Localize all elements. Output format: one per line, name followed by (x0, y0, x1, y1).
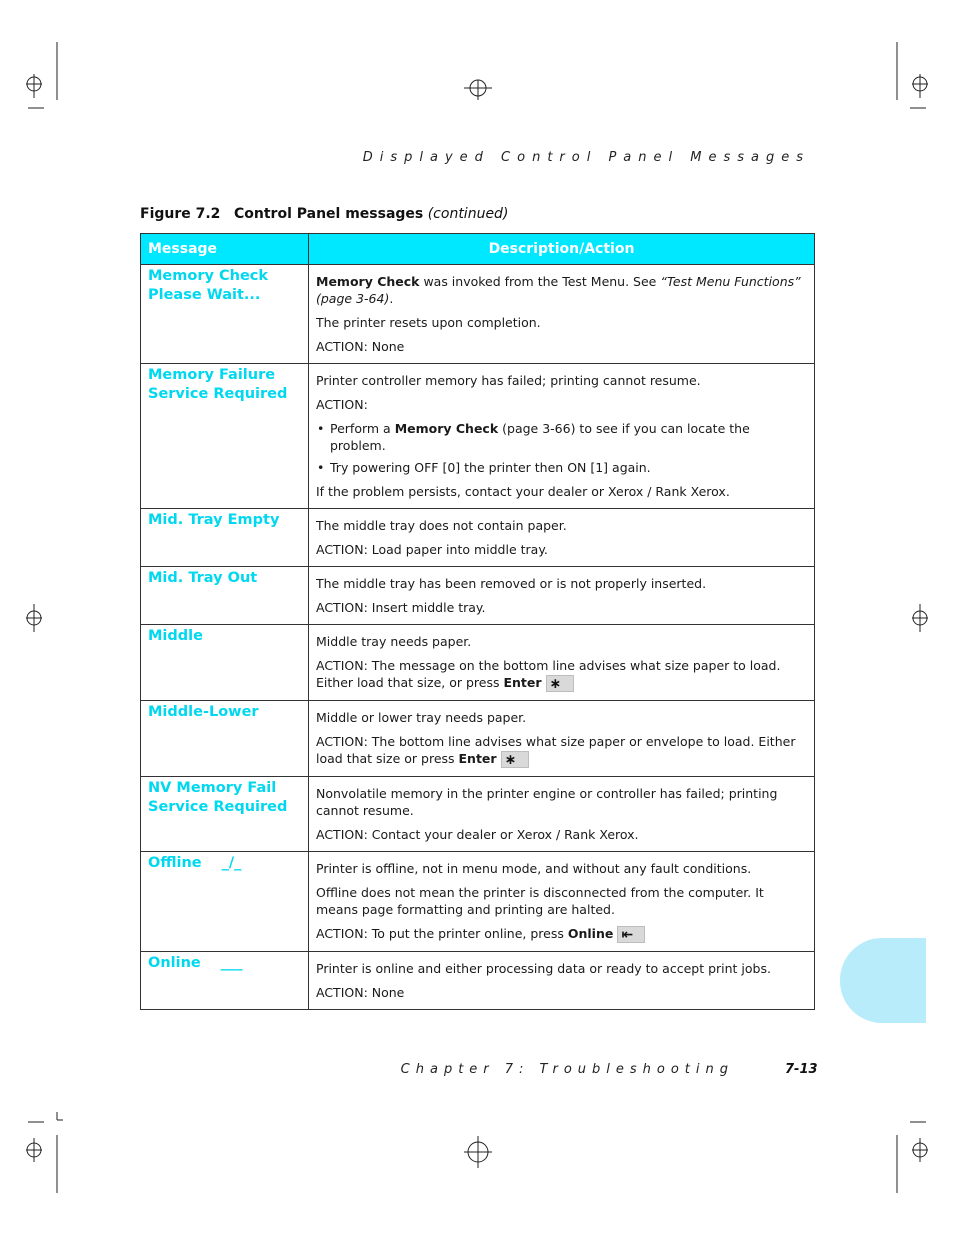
description-text: Offline does not mean the printer is disconnected from the computer. It means page formatting and printing are halted. (316, 885, 764, 917)
message-line: Mid. Tray Empty (148, 512, 280, 528)
text-span: ACTION: To put the printer online, press (316, 926, 568, 941)
table-header-row (141, 234, 815, 265)
table-row (141, 701, 815, 777)
figure-continued: (continued) (427, 206, 509, 222)
text-span: . (389, 291, 394, 306)
text-span: ACTION: The message on the bottom line advises what size paper to load. Either load that size, or press (316, 658, 781, 690)
figure-caption (140, 206, 508, 222)
footer-chapter: Chapter 7: Troubleshooting (400, 1062, 734, 1077)
description-text: Nonvolatile memory in the printer engine or controller has failed; printing cannot resume. (316, 786, 778, 818)
action-text: ACTION: Insert middle tray. (316, 600, 486, 615)
message-cell (141, 701, 309, 777)
table-row (141, 509, 815, 567)
table-row (141, 852, 815, 952)
chapter-tab (840, 938, 926, 1023)
action-text (316, 925, 807, 943)
message-line: NV Memory Fail (148, 780, 277, 796)
message-cell (141, 852, 309, 952)
message-line: Mid. Tray Out (148, 570, 258, 586)
description-text (316, 273, 807, 307)
figure-title: Control Panel messages (234, 206, 424, 222)
message-line: Please Wait... (148, 287, 261, 303)
description-text: Printer is online and either processing data or ready to accept print jobs. (316, 961, 771, 976)
description-text: The middle tray has been removed or is not properly inserted. (316, 576, 707, 591)
message-line: Service Required (148, 799, 288, 815)
description-cell (309, 952, 815, 1010)
text-span: was invoked from the Test Menu. See (419, 274, 661, 289)
action-text: ACTION: None (316, 985, 405, 1000)
message-text: Online (148, 955, 201, 971)
online-key-icon: ⇤ (617, 926, 645, 943)
message-text: Offline (148, 855, 202, 871)
bold-term: Memory Check (316, 274, 420, 289)
description-cell (309, 509, 815, 567)
message-cell (141, 567, 309, 625)
column-header-description: Description/Action (309, 234, 815, 265)
messages-table (140, 233, 815, 1010)
description-cell (309, 265, 815, 364)
action-text (316, 657, 807, 692)
description-cell (309, 701, 815, 777)
enter-key-icon: ∗ (501, 751, 529, 768)
description-text: The printer resets upon completion. (316, 315, 541, 330)
list-item: • Try powering OFF [0] the printer then ON [1] again. (316, 459, 807, 476)
bold-term: Enter (503, 675, 542, 690)
description-text: Middle tray needs paper. (316, 634, 472, 649)
text-span: (page 3-66) to see if you can locate the problem. (330, 421, 750, 453)
description-text: Middle or lower tray needs paper. (316, 710, 527, 725)
action-text: ACTION: Load paper into middle tray. (316, 542, 548, 557)
description-cell (309, 625, 815, 701)
message-indicator: _/_ (221, 855, 242, 871)
list-item (316, 420, 807, 454)
message-indicator: ___ (220, 955, 243, 971)
message-cell (141, 265, 309, 364)
description-cell (309, 567, 815, 625)
table-row (141, 567, 815, 625)
column-header-message: Message (141, 234, 309, 265)
table-row (141, 364, 815, 509)
message-cell (141, 625, 309, 701)
action-text: ACTION: (316, 397, 368, 412)
description-text: The middle tray does not contain paper. (316, 518, 567, 533)
figure-number: Figure 7.2 (140, 206, 221, 222)
message-cell (141, 952, 309, 1010)
message-line (148, 954, 301, 973)
bold-term: Online (567, 926, 614, 941)
page-number: 7-13 (785, 1062, 818, 1077)
message-cell (141, 364, 309, 509)
description-cell (309, 852, 815, 952)
message-line (148, 854, 301, 873)
bold-term: Memory Check (394, 421, 499, 436)
table-row (141, 625, 815, 701)
table-row (141, 265, 815, 364)
bold-term: Enter (458, 751, 497, 766)
message-cell (141, 777, 309, 852)
message-line: Service Required (148, 386, 288, 402)
message-cell (141, 509, 309, 567)
table-row (141, 777, 815, 852)
text-span: Perform a (330, 421, 395, 436)
action-list (316, 420, 807, 476)
message-line: Middle (148, 628, 203, 644)
action-text: ACTION: Contact your dealer or Xerox / Rank Xerox. (316, 827, 639, 842)
message-line: Memory Failure (148, 367, 276, 383)
table-row (141, 952, 815, 1010)
text-span: ACTION: The bottom line advises what size paper or envelope to load. Either load that size or press (316, 734, 796, 766)
action-text: ACTION: None (316, 339, 405, 354)
running-header: Displayed Control Panel Messages (362, 150, 810, 165)
description-cell (309, 364, 815, 509)
cross-reference: “Test Menu Functions” (page 3-64) (316, 274, 801, 306)
description-text: Printer controller memory has failed; printing cannot resume. (316, 373, 701, 388)
enter-key-icon: ∗ (546, 675, 574, 692)
message-line: Middle-Lower (148, 704, 259, 720)
description-cell (309, 777, 815, 852)
description-text: If the problem persists, contact your dealer or Xerox / Rank Xerox. (316, 484, 730, 499)
message-line: Memory Check (148, 268, 269, 284)
description-text: Printer is offline, not in menu mode, and without any fault conditions. (316, 861, 752, 876)
action-text (316, 733, 807, 768)
